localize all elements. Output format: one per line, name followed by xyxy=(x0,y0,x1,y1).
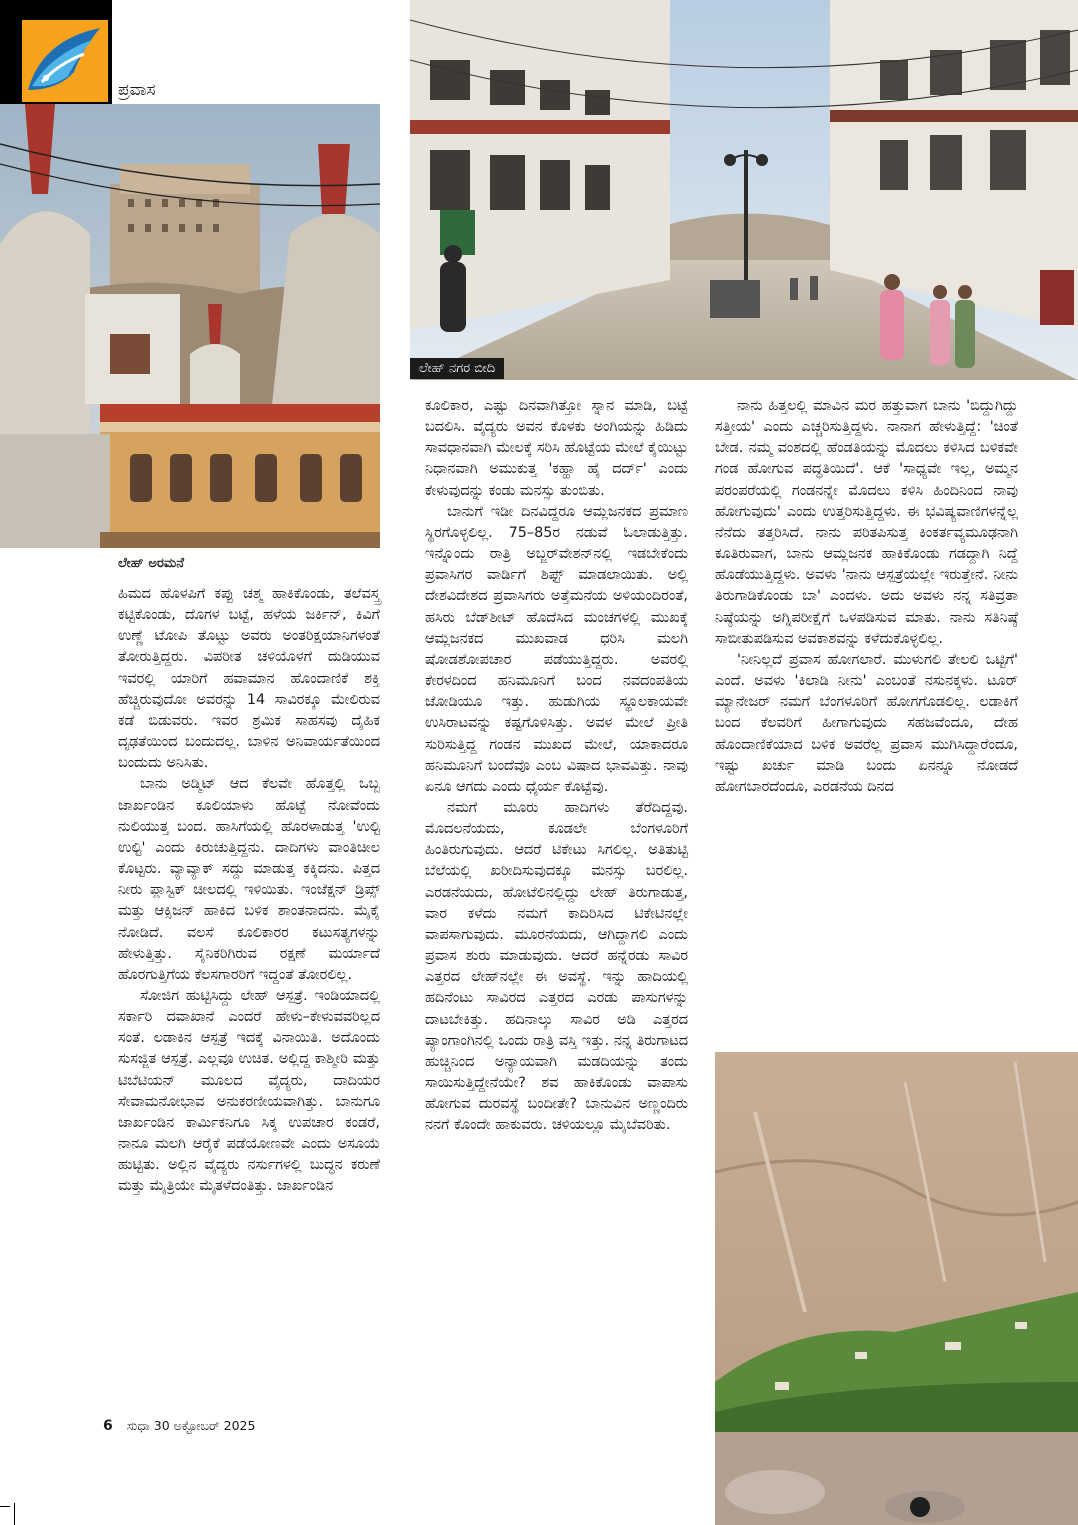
article-column-3 xyxy=(715,396,1018,798)
page-footer xyxy=(103,1418,255,1434)
paragraph: ಬಾನುಗೆ ಇಡೀ ದಿನವಿದ್ದರೂ ಆಮ್ಲಜನಕದ ಪ್ರಮಾಣ ಸ್ಥಿರಗೊಳ್ಳಲಿಲ್ಲ. 75–85ರ ನಡುವೆ ಓಲಾಡುತ್ತಿತ್ತು. ಇನ್ನೊಂದು ರಾತ್ರಿ ಅಬ್ಜರ್‌ವೇಶನ್‌ನಲ್ಲಿ ಇಡಬೇಕೆಂದು ಪ್ರವಾಸಿಗರ ವಾರ್ಡಿಗೆ ಶಿಫ್ಟ್ ಮಾಡಲಾಯಿತು. ಅಲ್ಲಿ ದೇಶವಿದೇಶದ ಪ್ರವಾಸಿಗರು ಅತ್ತೆಮನೆಯ ಅಳಿಯಂದಿರಂತೆ, ಹಸಿರು ಬೆಡ್‌ಶೀಟ್ ಹೊದೆಸಿದ ಮಂಚಗಳಲ್ಲಿ ಮುಖಕ್ಕೆ ಆಮ್ಲಜನಕದ ಮುಖವಾಡ ಧರಿಸಿ ಮಲಗಿ ಷೋಡಶೋಪಚಾರ ಪಡೆಯುತ್ತಿದ್ದರು. ಅವರಲ್ಲಿ ಕೇರಳದಿಂದ ಹನಿಮೂನಿಗೆ ಬಂದ ನವದಂಪತಿಯ ಜೋಡಿಯೂ ಇತ್ತು. ಹುಡುಗಿಯ ಸ್ಥೂಲಕಾಯವೇ ಉಸಿರಾಟವನ್ನು ಕಷ್ಟಗೊಳಿಸಿತ್ತು. ಅವಳ ಮೇಲೆ ಪ್ರೀತಿ ಸುರಿಸುತ್ತಿದ್ದ ಗಂಡನ ಮುಖದ ಮೇಲೆ, ಯಾಕಾದರೂ ಹನಿಮೂನಿಗೆ ಬಂದೆವೊ ಎಂಬ ವಿಷಾದ ಭಾವವಿತ್ತು. ನಾವು ಏನೂ ಆಗದು ಎಂದು ಧೈರ್ಯ ಕೊಟ್ಟೆವು. xyxy=(425,503,688,795)
leh-palace-photo xyxy=(0,104,380,548)
section-label: ಪ್ರವಾಸ xyxy=(118,80,156,100)
page-number: 6 xyxy=(103,1418,113,1434)
street-photo-caption: ಲೇಹ್ ನಗರ ಬೀದಿ xyxy=(410,358,504,379)
paragraph: ಕೂಲಿಕಾರ, ಎಷ್ಟು ದಿನವಾಗಿತ್ತೋ ಸ್ನಾನ ಮಾಡಿ, ಬಟ್ಟೆ ಬದಲಿಸಿ. ವೈದ್ಯರು ಅವನ ಕೊಳಕು ಅಂಗಿಯನ್ನು ಹಿಡಿದು ಸಾವಧಾನವಾಗಿ ಮೇಲಕ್ಕೆ ಸರಿಸಿ ಹೊಟ್ಟೆಯ ಮೇಲೆ ಕೈಯಿಟ್ಟು ನಿಧಾನವಾಗಿ ಅಮುಕುತ್ತ 'ಕಹ್ಹಾ ಹೈ ದರ್ದ್' ಎಂದು ಕೇಳುವುದನ್ನು ಕಂಡು ಮನಸ್ಸು ತುಂಬಿತು. xyxy=(425,398,688,499)
article-column-1 xyxy=(118,584,380,1198)
paragraph: 'ನೀನಿಲ್ಲದೆ ಪ್ರವಾಸ ಹೋಗಲಾರೆ. ಮುಳುಗಲಿ ತೇಲಲಿ ಒಟ್ಟಿಗೆ' ಎಂದೆ. ಅವಳು 'ಕಿಲಾಡಿ ನೀನು' ಎಂಬಂತೆ ನಸುನಕ್ಕಳು. ಟೂರ್ ಮ್ಯಾನೇಜರ್ ನಮಗೆ ಬೆಂಗಳೂರಿಗೆ ಹೋಗಗೊಡಲಿಲ್ಲ. ಲಡಾಕಿಗೆ ಬಂದ ಕೆಲವರಿಗೆ ಹೀಗಾಗುವುದು ಸಹಜವೆಂದೂ, ದೇಹ ಹೊಂದಾಣಿಕೆಯಾದ ಬಳಿಕ ಅವರೆಲ್ಲ ಪ್ರವಾಸ ಮುಗಿಸಿದ್ದಾರೆಂದೂ, ಇಷ್ಟು ಖರ್ಚು ಮಾಡಿ ಬಂದು ಏನನ್ನೂ ನೋಡದೆ ಹೋಗಬಾರದೆಂದೂ, ಎರಡನೆಯ ದಿನದ xyxy=(715,651,1018,795)
paragraph: ನಮಗೆ ಮೂರು ಹಾದಿಗಳು ತೆರೆದಿದ್ದವು. ಮೊದಲನೆಯದು, ಕೂಡಲೇ ಬೆಂಗಳೂರಿಗೆ ಹಿಂತಿರುಗುವುದು. ಆದರೆ ಟಿಕೇಟು ಸಿಗಲಿಲ್ಲ. ಅತಿತುಟ್ಟಿ ಬೆಲೆಯಲ್ಲಿ ಖರೀದಿಸುವುದಕ್ಕೂ ಮನಸ್ಸು ಬರಲಿಲ್ಲ. ಎರಡನೆಯದು, ಹೋಟೆಲಿನಲ್ಲಿದ್ದು ಲೇಹ್ ತಿರುಗಾಡುತ್ತ, ವಾರ ಕಳೆದು ನಮಗೆ ಕಾದಿರಿಸಿದ ಟಿಕೇಟಿನಲ್ಲೇ ವಾಪಸಾಗುವುದು. ಮೂರನೆಯದು, ಆಗಿದ್ದಾಗಲಿ ಎಂದು ಪ್ರವಾಸ ಶುರು ಮಾಡುವುದು. ಆದರೆ ಹನ್ನೆರಡು ಸಾವಿರ ಎತ್ತರದ ಲೇಹ್‌ನಲ್ಲೇ ಈ ಅವಸ್ಥೆ. ಇನ್ನು ಹಾದಿಯಲ್ಲಿ ಹದಿನೆಂಟು ಸಾವಿರದ ಎತ್ತರದ ಎರಡು ಪಾಸುಗಳನ್ನು ದಾಟಬೇಕಿತ್ತು. ಹದಿನಾಲ್ಕು ಸಾವಿರ ಅಡಿ ಎತ್ತರದ ಪ್ಯಾಂಗಾಂಗಿನಲ್ಲಿ ಒಂದು ರಾತ್ರಿ ವಸ್ತಿ ಇತ್ತು. ನನ್ನ ತಿರುಗಾಟದ ಹುಚ್ಚಿನಿಂದ ಅನ್ಯಾಯವಾಗಿ ಮಡದಿಯನ್ನು ತಂದು ಸಾಯಿಸುತ್ತಿದ್ದೇನೆಯೇ? ಶವ ಹಾಕಿಕೊಂಡು ವಾಪಾಸು ಹೋಗುವ ದುರವಸ್ಥೆ ಬಂದೀತೇ? ಬಾನುವಿನ ಅಣ್ಣಂದಿರು ನನಗೆ ಕೊಂದೇ ಹಾಕುವರು. ಚಳಿಯಲ್ಲೂ ಮೈಬೆವರಿತು. xyxy=(425,799,688,1134)
crop-mark xyxy=(14,1503,15,1525)
paragraph: ಸೋಜಿಗ ಹುಟ್ಟಿಸಿದ್ದು ಲೇಹ್ ಆಸ್ಪತ್ರೆ. ಇಂಡಿಯಾದಲ್ಲಿ ಸರ್ಕಾರಿ ದವಾಖಾನೆ ಎಂದರೆ ಹೇಳು–ಕೇಳುವವರಿಲ್ಲದ ಸಂತೆ. ಲಡಾಕಿನ ಆಸ್ಪತ್ರೆ ಇದಕ್ಕೆ ವಿನಾಯಿತಿ. ಅದೊಂದು ಸುಸಜ್ಜಿತ ಆಸ್ಪತ್ರೆ. ಎಲ್ಲವೂ ಉಚಿತ. ಅಲ್ಲಿದ್ದ ಕಾಶ್ಮೀರಿ ಮತ್ತು ಟಿಬೆಟಿಯನ್ ಮೂಲದ ವೈದ್ಯರು, ದಾದಿಯರ ಸೇವಾಮನೋಭಾವ ಅನುಕರಣೀಯವಾಗಿತ್ತು. ಬಾನುಗೂ ಜಾರ್ಖಂಡಿನ ಕಾರ್ಮಿಕನಿಗೂ ಸಿಕ್ಕ ಉಪಚಾರ ಕಂಡರೆ, ನಾನೂ ಮಲಗಿ ಆರೈಕೆ ಪಡೆಯೋಣವೇ ಎಂದು ಅಸೂಯೆ ಹುಟ್ಟಿತು. ಅಲ್ಲಿನ ವೈದ್ಯರು ನರ್ಸುಗಳಲ್ಲಿ ಬುದ್ಧನ ಕರುಣೆ ಮತ್ತು ಮೈತ್ರಿಯೇ ಮೈತಳೆದಂತಿತ್ತು. ಜಾರ್ಖಂಡಿನ xyxy=(118,987,380,1195)
leh-street-photo xyxy=(410,0,1078,380)
palace-photo-caption: ಲೇಹ್ ಅರಮನೆ xyxy=(118,556,184,571)
bird-logo-icon xyxy=(22,20,108,102)
paragraph: ನಾನು ಹಿತ್ತಲಲ್ಲಿ ಮಾವಿನ ಮರ ಹತ್ತುವಾಗ ಬಾನು 'ಬಿದ್ದುಗಿದ್ದು ಸತ್ತೀಯ' ಎಂದು ಎಚ್ಚರಿಸುತ್ತಿದ್ದಳು. ನಾನಾಗ ಹೇಳುತ್ತಿದ್ದೆ: 'ಚಿಂತೆ ಬೇಡ. ನಮ್ಮ ವಂಶದಲ್ಲಿ ಹೆಂಡತಿಯನ್ನು ಮೊದಲು ಕಳಿಸಿದ ಬಳಿಕವೇ ಗಂಡ ಹೋಗುವ ಪದ್ಧತಿಯಿದೆ'. ಆಕೆ 'ಸಾಧ್ಯವೇ ಇಲ್ಲ, ಅಮ್ಮನ ಪರಂಪರೆಯಲ್ಲಿ ಗಂಡನನ್ನೇ ಮೊದಲು ಕಳಿಸಿ ಹಿಂದಿನಿಂದ ನಾವು ಹೋಗುವುದು' ಎಂದು ಉತ್ತರಿಸುತ್ತಿದ್ದಳು. ಈ ಭವಿಷ್ಯವಾಣಿಗಳನ್ನೆಲ್ಲ ನೆನೆದು ತತ್ತರಿಸಿದೆ. ನಾನು ಪರಿತಪಿಸುತ್ತ ಕಿಂಕರ್ತವ್ಯಮೂಢನಾಗಿ ಕೂತಿರುವಾಗ, ಬಾನು ಆಮ್ಲಜನಕ ಹಾಕಿಕೊಂಡು ಗಡದ್ದಾಗಿ ನಿದ್ದೆ ಹೊಡೆಯುತ್ತಿದ್ದಳು. ಅವಳು 'ನಾನು ಆಸ್ಪತ್ರೆಯಲ್ಲೇ ಇರುತ್ತೇನೆ. ನೀನು ತಿರುಗಾಡಿಕೊಂಡು ಬಾ' ಎಂದಳು. ಅದು ಅವಳು ನನ್ನ ಸತಿವ್ರತಾ ನಿಷ್ಠೆಯನ್ನು ಅಗ್ನಿಪರೀಕ್ಷೆಗೆ ಒಳಪಡಿಸುವ ಮಾತು. ನಾನು ಸತಿನಿಷ್ಠೆ ಸಾಬೀತುಪಡಿಸುವ ಅವಕಾಶವನ್ನು ಕಳೆದುಕೊಳ್ಳಲಿಲ್ಲ. xyxy=(715,398,1018,647)
valley-photo xyxy=(715,1052,1078,1525)
article-column-2 xyxy=(425,396,688,1136)
paragraph: ಹಿಮದ ಹೊಳಪಿಗೆ ಕಪ್ಪು ಚಶ್ಮ ಹಾಕಿಕೊಂಡು, ತಲೆವಸ್ತ್ರ ಕಟ್ಟಿಕೊಂಡು, ದೊಗಳ ಬಟ್ಟೆ, ಹಳೆಯ ಜರ್ಕಿನ್, ಕಿವಿಗೆ ಉಣ್ಣೆ ಟೋಪಿ ತೊಟ್ಟು ಅವರು ಅಂತರಿಕ್ಷಯಾನಿಗಳಂತೆ ತೋರುತ್ತಿದ್ದರು. ವಿಪರೀತ ಚಳಿಯೊಳಗೆ ದುಡಿಯುವ ಇವರಲ್ಲಿ ಯಾರಿಗೆ ಹವಾಮಾನ ಹೊಂದಾಣಿಕೆ ಶಕ್ತಿ ಹೆಚ್ಚಿರುವುದೋ ಅವರನ್ನು 14 ಸಾವಿರಕ್ಕೂ ಮೇಲಿರುವ ಕಡೆ ಬಿಡುವರು. ಇವರ ಶ್ರಮಿಕ ಸಾಹಸವು ದೈಹಿಕ ದೃಢತೆಯಿಂದ ಬಂದುದಲ್ಲ. ಬಾಳಿನ ಅನಿವಾರ್ಯತೆಯಿಂದ ಬಂದುದು ಅನಿಸಿತು. xyxy=(118,586,380,772)
issue-info: ಸುಧಾ 30 ಅಕ್ಟೋಬರ್ 2025 xyxy=(126,1418,256,1433)
crop-mark xyxy=(0,1506,10,1507)
paragraph: ಬಾನು ಅಡ್ಮಿಟ್ ಆದ ಕೆಲವೇ ಹೊತ್ತಲ್ಲಿ ಒಬ್ಬ ಜಾರ್ಖಂಡಿನ ಕೂಲಿಯಾಳು ಹೊಟ್ಟೆ ನೋವೆಂದು ನುಲಿಯುತ್ತ ಬಂದ. ಹಾಸಿಗೆಯಲ್ಲಿ ಹೊರಳಾಡುತ್ತ 'ಉಲ್ಟಿ ಉಲ್ಟಿ' ಎಂದು ಕಿರುಚುತ್ತಿದ್ದನು. ದಾದಿಗಳು ವಾಂತಿಚೀಲ ಕೊಟ್ಟರು. ವ್ಯಾವ್ಯಾಕ್ ಸದ್ದು ಮಾಡುತ್ತ ಕಕ್ಕಿದನು. ಪಿತ್ತದ ನೀರು ಪ್ಲಾಸ್ಟಿಕ್ ಚೀಲದಲ್ಲಿ ಇಳಿಯಿತು. ಇಂಜೆಕ್ಷನ್ ಡ್ರಿಪ್ಸ್ ಮತ್ತು ಆಕ್ಸಿಜನ್ ಹಾಕಿದ ಬಳಿಕ ಶಾಂತನಾದನು. ಮೈಕೈ ನೋಡಿದೆ. ವಲಸೆ ಕೂಲಿಕಾರರ ಕಟುಸತ್ಯಗಳನ್ನು ಹೇಳುತ್ತಿತ್ತು. ಸೈನಿಕರಿಗಿರುವ ರಕ್ಷಣೆ ಮರ್ಯಾದೆ ಹೊರಗುತ್ತಿಗೆಯ ಕೆಲಸಗಾರರಿಗೆ ಇದ್ದಂತೆ ತೋರಲಿಲ್ಲ. xyxy=(118,776,380,983)
